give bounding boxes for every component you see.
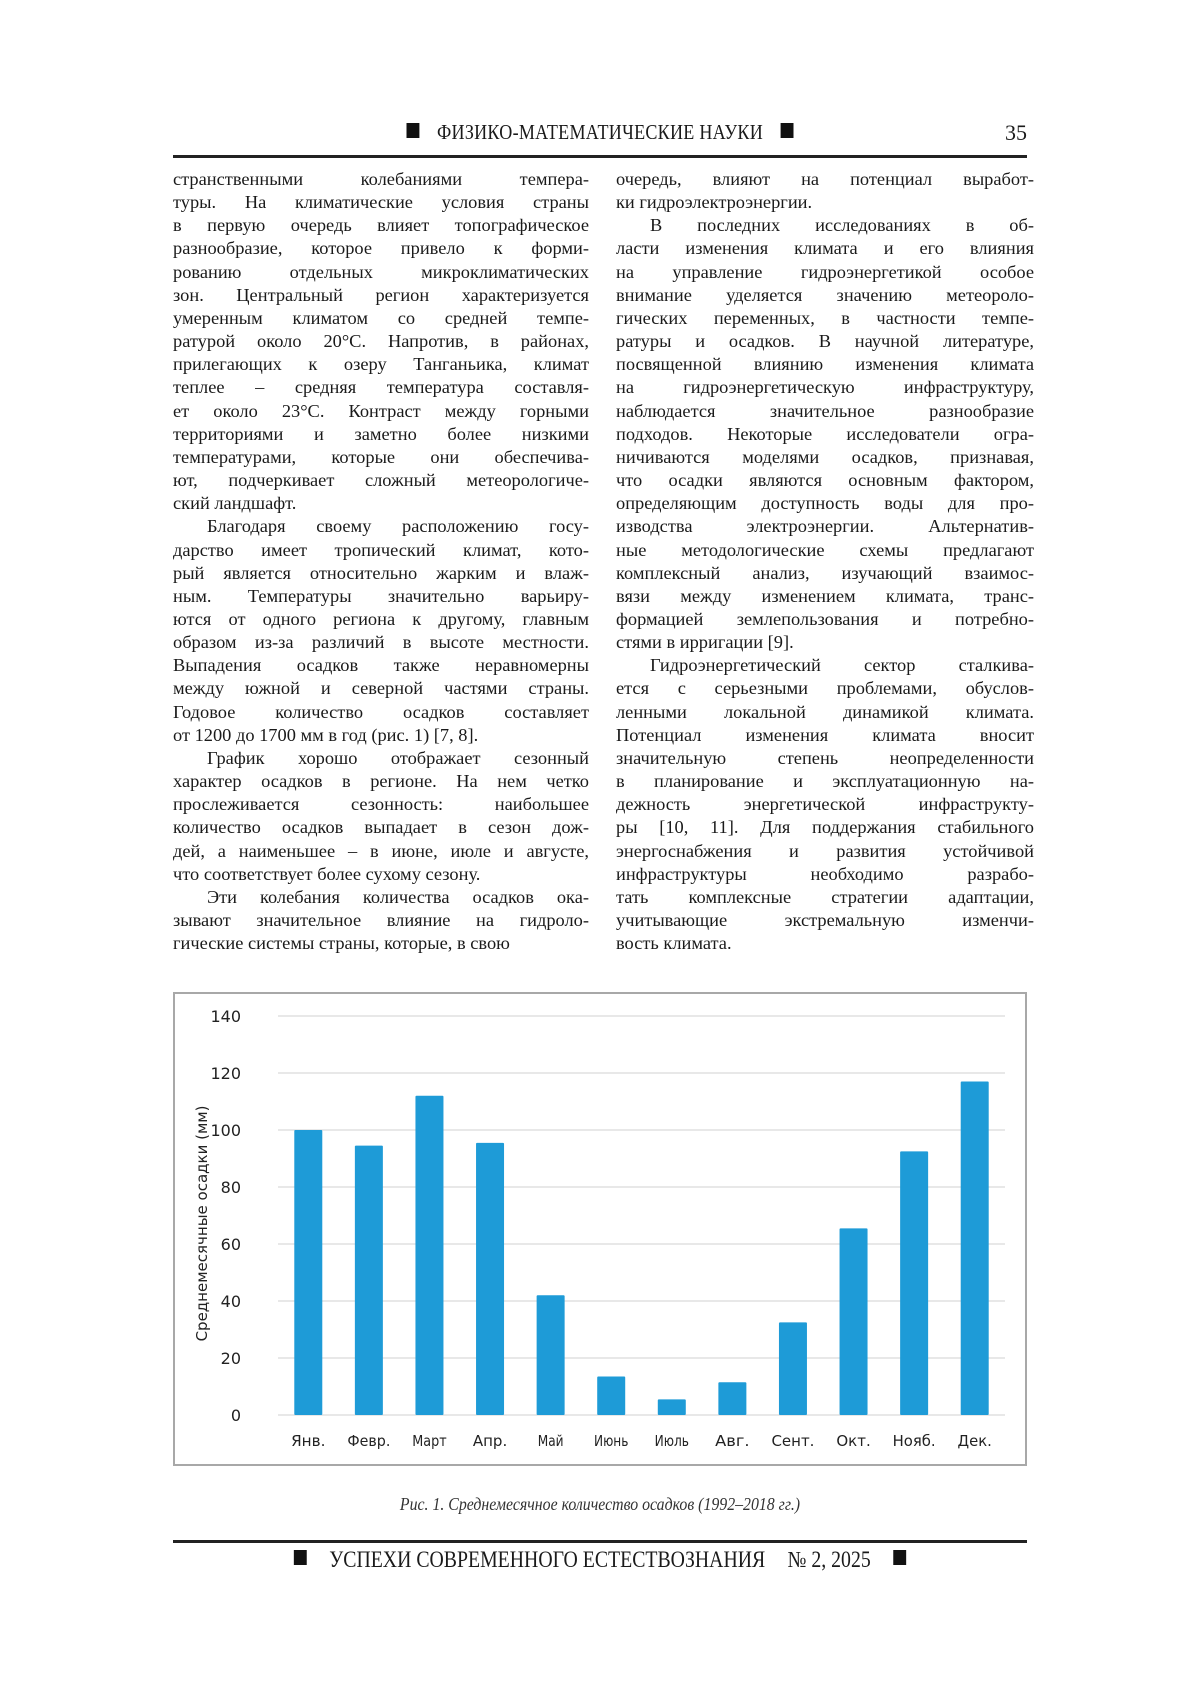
text-line: ет около 23°С. Контраст между горными (173, 400, 589, 421)
text-line: внимание уделяется значению метеороло- (616, 284, 1034, 305)
text-line: посвященной влиянию изменения климата (616, 354, 1034, 375)
footer-rule (173, 1540, 1027, 1543)
text-line: ются от одного региона к другому, главным (173, 608, 589, 629)
black-square-icon (294, 1550, 307, 1565)
x-tick-label: Май (537, 1432, 564, 1450)
text-line: между южной и северной частями страны. (173, 678, 589, 699)
x-tick-label: Окт. (836, 1432, 871, 1450)
y-tick-label: 140 (210, 1007, 241, 1026)
text-line: Благодаря своему расположению госу- (207, 516, 589, 537)
text-line: в первую очередь влияет топографическое (173, 215, 589, 236)
y-tick-label: 120 (210, 1064, 241, 1083)
black-square-icon (780, 123, 793, 138)
text-line: зон. Центральный регион характеризуется (173, 284, 589, 305)
bar-4 (476, 1143, 504, 1415)
x-tick-label: Сент. (771, 1432, 815, 1450)
text-line: ратуры и осадков. В научной литературе, (616, 331, 1034, 352)
x-tick-label: Дек. (957, 1432, 992, 1450)
text-line: дей, а наименьшее – в июне, июле и августе, (173, 840, 589, 861)
text-line: что соответствует более сухому сезону. (173, 863, 481, 884)
text-line: на управление гидроэнергетикой особое (616, 261, 1034, 282)
text-line: комплексный анализ, изучающий взаимос- (616, 562, 1034, 583)
figure-chart-frame (173, 992, 1027, 1466)
y-axis-tick-labels (210, 1007, 241, 1425)
bar-12 (961, 1082, 989, 1415)
x-tick-label: Июнь (594, 1432, 629, 1450)
text-column-left (173, 168, 589, 955)
text-line: умеренным климатом со средней темпе- (173, 307, 589, 328)
text-line: территориями и заметно более низкими (173, 423, 589, 444)
precipitation-bar-chart (175, 994, 1025, 1464)
running-header (173, 118, 1027, 152)
paragraph (616, 654, 1034, 955)
bar-9 (779, 1322, 807, 1415)
text-line: гические системы страны, которые, в свою (173, 933, 510, 954)
text-line: ничиваются моделями осадков, признавая, (616, 446, 1034, 467)
text-line: тать комплексные стратегии адаптации, (616, 886, 1034, 907)
text-line: Потенциал изменения климата вносит (616, 724, 1034, 745)
text-line: стями в ирригации [9]. (616, 632, 794, 653)
text-line: ки гидроэлектроэнергии. (616, 192, 813, 213)
text-line: Годовое количество осадков составляет (173, 701, 589, 722)
text-line: наблюдается значительное разнообразие (616, 400, 1034, 421)
x-tick-label: Авг. (715, 1432, 750, 1450)
text-line: определяющим доступность воды для про- (616, 493, 1034, 514)
text-line: ский ландшафт. (173, 493, 297, 514)
x-tick-label: Янв. (291, 1432, 326, 1450)
text-line: Выпадения осадков также неравномерны (173, 655, 589, 676)
bar-10 (840, 1228, 868, 1415)
x-tick-label: Нояб. (892, 1432, 936, 1450)
figure-caption: Рис. 1. Среднемесячное количество осадков (1992–2018 гг.) (399, 1494, 801, 1514)
text-line: вязи между изменением климата, транс- (616, 585, 1034, 606)
text-line: количество осадков выпадает в сезон дож- (173, 817, 589, 838)
text-line: что осадки являются основным фактором, (616, 470, 1034, 491)
text-line: значительную степень неопределенности (616, 747, 1034, 768)
text-line: вость климата. (616, 933, 732, 954)
text-line: на гидроэнергетическую инфраструктуру, (616, 377, 1034, 398)
text-line: гических переменных, в частности темпе- (616, 307, 1034, 328)
text-line: от 1200 до 1700 мм в год (рис. 1) [7, 8]. (173, 724, 479, 745)
bar-1 (294, 1130, 322, 1415)
text-line: В последних исследованиях в об- (650, 215, 1034, 236)
text-line: характер осадков в регионе. На нем четко (173, 771, 589, 792)
text-line: Эти колебания количества осадков ока- (207, 886, 589, 907)
y-tick-label: 20 (220, 1349, 241, 1368)
y-tick-label: 80 (220, 1178, 241, 1197)
text-line: разнообразие, которое привело к форми- (173, 238, 589, 259)
text-line: График хорошо отображает сезонный (207, 747, 589, 768)
issue-number: № 2, 2025 (787, 1547, 871, 1572)
bar-2 (355, 1146, 383, 1415)
text-line: ют, подчеркивает сложный метеорологиче- (173, 470, 589, 491)
text-line: Гидроэнергетический сектор сталкива- (650, 655, 1034, 676)
x-axis-tick-labels (291, 1432, 992, 1450)
bar-7 (658, 1399, 686, 1415)
text-line: в планирование и эксплуатационную на- (616, 771, 1034, 792)
y-axis-label: Среднемесячные осадки (мм) (193, 1105, 211, 1342)
text-line: изводства электроэнергии. Альтернатив- (616, 516, 1034, 537)
running-header-title-group (233, 120, 967, 145)
text-line: формацией землепользования и потребно- (616, 608, 1034, 629)
text-line: инфраструктуры необходимо разрабо- (616, 863, 1034, 884)
black-square-icon (407, 123, 420, 138)
text-line: странственными колебаниями темпера- (173, 169, 589, 189)
text-line: дежность энергетической инфраструкту- (616, 794, 1034, 815)
section-title: ФИЗИКО-МАТЕМАТИЧЕСКИЕ НАУКИ (436, 120, 763, 144)
text-line: энергоснабжения и развития устойчивой (616, 840, 1034, 861)
bar-6 (597, 1377, 625, 1415)
paragraph (616, 214, 1034, 654)
x-tick-label: Февр. (347, 1432, 391, 1450)
x-tick-label: Апр. (472, 1432, 508, 1450)
text-line: ленными локальной динамикой климата. (616, 701, 1034, 722)
bar-5 (537, 1295, 565, 1415)
journal-title: УСПЕХИ СОВРЕМЕННОГО ЕСТЕСТВОЗНАНИЯ (329, 1547, 766, 1572)
text-line: температурами, которые они обеспечива- (173, 446, 589, 467)
text-line: дарство имеет тропический климат, кото- (173, 539, 589, 560)
text-line: образом из-за различий в высоте местности. (173, 632, 589, 653)
y-tick-label: 40 (220, 1292, 241, 1311)
y-tick-label: 60 (220, 1235, 241, 1254)
text-line: ратурой около 20°С. Напротив, в районах, (173, 331, 589, 352)
running-footer (233, 1547, 967, 1573)
x-tick-label: Март (412, 1432, 447, 1450)
header-rule (173, 155, 1027, 158)
text-line: ры [10, 11]. Для поддержания стабильного (616, 817, 1034, 838)
text-line: теплее – средняя температура составля- (173, 377, 589, 398)
paragraph (173, 886, 589, 955)
text-line: рый является относительно жарким и влаж- (173, 562, 589, 583)
text-column-right (616, 168, 1034, 955)
text-line: прилегающих к озеру Танганьика, климат (173, 354, 589, 375)
y-tick-label: 100 (210, 1121, 241, 1140)
x-tick-label: Июль (654, 1432, 689, 1450)
text-line: ные методологические схемы предлагают (616, 539, 1034, 560)
black-square-icon (893, 1550, 906, 1565)
bars (294, 1082, 988, 1415)
bar-3 (415, 1096, 443, 1415)
page-number: 35 (1005, 120, 1027, 145)
gridlines (278, 1016, 1005, 1415)
text-line: зывают значительное влияние на гидроло- (173, 910, 589, 930)
text-line: прослеживается сезонность: наибольшее (173, 794, 589, 815)
paragraph (173, 515, 589, 747)
text-line: ласти изменения климата и его влияния (616, 238, 1034, 259)
text-line: ным. Температуры значительно варьиру- (173, 585, 589, 606)
bar-8 (718, 1382, 746, 1415)
text-line: рованию отдельных микроклиматических (173, 261, 589, 282)
text-line: учитывающие экстремальную изменчи- (616, 910, 1034, 930)
bar-11 (900, 1151, 928, 1415)
text-line: очередь, влияют на потенциал выработ- (616, 169, 1034, 189)
text-line: туры. На климатические условия страны (173, 192, 589, 213)
paragraph (173, 747, 589, 886)
text-line: подходов. Некоторые исследователи огра- (616, 423, 1034, 444)
text-line: ется с серьезными проблемами, обуслов- (616, 678, 1034, 699)
paragraph (173, 168, 589, 515)
paragraph (616, 168, 1034, 214)
y-tick-label: 0 (230, 1406, 241, 1425)
